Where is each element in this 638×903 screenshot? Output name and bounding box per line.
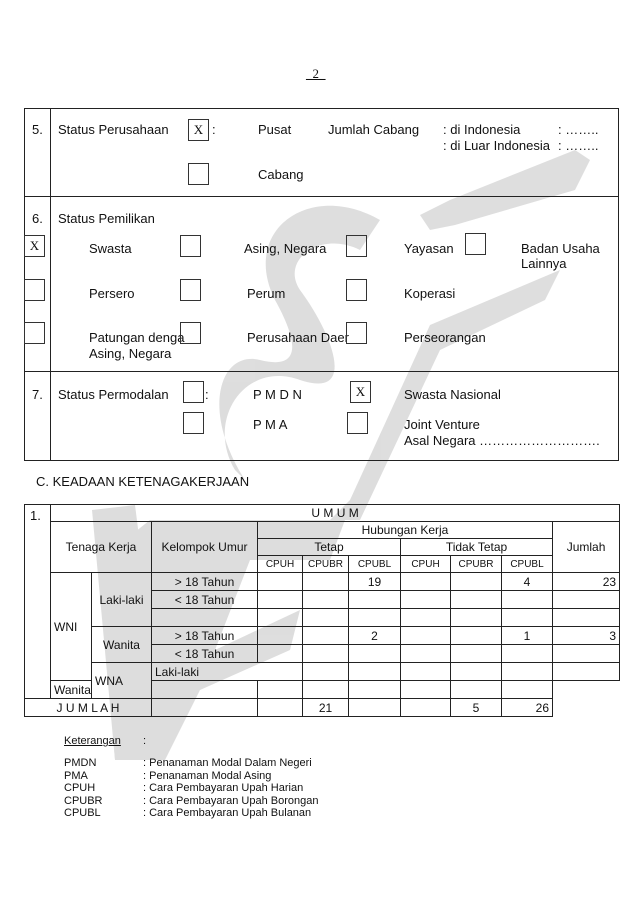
cell[interactable] (451, 681, 502, 699)
perum-label: Perum (247, 286, 286, 301)
sub-col-cpuh-tetap: CPUH (258, 556, 303, 573)
legend-abbr: CPUH (64, 782, 96, 794)
joint-venture-label: Joint Venture (404, 417, 480, 432)
cell[interactable] (502, 591, 553, 609)
cell[interactable] (451, 573, 502, 591)
cell[interactable]: 21 (303, 699, 349, 717)
cell-jumlah[interactable] (553, 609, 620, 627)
cell[interactable] (152, 699, 258, 717)
cell[interactable] (303, 663, 349, 681)
cell[interactable] (502, 663, 553, 681)
cell[interactable] (258, 699, 303, 717)
tenaga-kerja-header: Tenaga Kerja (51, 522, 152, 573)
form-num-divider (50, 108, 51, 461)
cell[interactable] (451, 609, 502, 627)
badan-usaha-label-1: Badan Usaha (521, 241, 600, 256)
cell[interactable]: 2 (349, 627, 401, 645)
age-group-label: < 18 Tahun (152, 591, 258, 609)
wna-label: WNA (92, 663, 152, 699)
cell[interactable] (258, 681, 303, 699)
cell-jumlah[interactable] (553, 591, 620, 609)
pmdn-checkbox[interactable] (183, 381, 204, 403)
table-row-jumlah (25, 699, 620, 717)
cell[interactable]: 19 (349, 573, 401, 591)
cell[interactable] (401, 573, 451, 591)
status-perusahaan-label: Status Perusahaan (58, 122, 169, 137)
wna-wanita-label: Wanita (51, 681, 152, 699)
cell[interactable]: 1 (502, 627, 553, 645)
umum-table (24, 504, 620, 717)
page-number: _2_ (306, 66, 326, 81)
cell-jumlah[interactable] (553, 645, 620, 663)
table-number: 1. (30, 508, 41, 523)
cell[interactable] (401, 663, 451, 681)
table-row (25, 627, 620, 645)
cell[interactable] (152, 681, 258, 699)
jumlah-row-label: J U M L A H (25, 699, 152, 717)
sub-col-cpubr-tidak-tetap: CPUBR (451, 556, 502, 573)
koperasi-label: Koperasi (404, 286, 456, 301)
colon: : (212, 122, 216, 137)
cell[interactable] (303, 591, 349, 609)
joint-venture-checkbox[interactable] (347, 412, 368, 434)
cell[interactable] (349, 591, 401, 609)
cell[interactable] (303, 627, 349, 645)
legend-desc: : Cara Pembayaran Upah Borongan (143, 795, 319, 807)
swasta-label: Swasta (89, 241, 132, 256)
sub-col-cpubl-tidak-tetap: CPUBL (502, 556, 553, 573)
cell[interactable] (258, 573, 303, 591)
jumlah-cabang-label: Jumlah Cabang (328, 122, 420, 137)
age-group-label: > 18 Tahun (152, 627, 258, 645)
cell[interactable] (303, 609, 349, 627)
cell[interactable] (349, 645, 401, 663)
cell[interactable] (349, 663, 401, 681)
section-6-number: 6. (32, 211, 43, 226)
wanita-label: Wanita (92, 627, 152, 663)
swasta-nasional-checkbox[interactable]: X (350, 381, 371, 403)
legend-desc: : Cara Pembayaran Upah Bulanan (143, 807, 312, 819)
age-group-label: < 18 Tahun (152, 645, 258, 663)
cell-jumlah[interactable]: 26 (502, 699, 553, 717)
sub-col-cpubr-tetap: CPUBR (303, 556, 349, 573)
asal-negara-label: Asal Negara ………………………. (404, 433, 600, 448)
jumlah-header: Jumlah (553, 522, 620, 573)
di-luar-indonesia-value: : …….. (558, 138, 599, 153)
di-indonesia-label: : di Indonesia (443, 122, 521, 137)
cell[interactable] (401, 699, 451, 717)
tetap-header: Tetap (258, 539, 401, 556)
cell[interactable] (451, 627, 502, 645)
colon: : (205, 387, 209, 402)
cell[interactable] (401, 591, 451, 609)
cell[interactable] (401, 627, 451, 645)
section-7-number: 7. (32, 387, 43, 402)
koperasi-checkbox[interactable] (346, 279, 367, 301)
section-5-number: 5. (32, 122, 43, 137)
perusahaan-daerah-checkbox[interactable] (180, 322, 201, 344)
cell-jumlah[interactable]: 23 (553, 573, 620, 591)
di-luar-indonesia-label: : di Luar Indonesia (443, 138, 550, 153)
patungan-label-2: Asing, Negara (89, 346, 172, 361)
cell[interactable] (258, 645, 303, 663)
cell[interactable]: 4 (502, 573, 553, 591)
asing-negara-checkbox[interactable] (180, 235, 201, 257)
persero-checkbox[interactable] (24, 279, 45, 301)
cell[interactable] (451, 591, 502, 609)
cell[interactable] (258, 627, 303, 645)
cell[interactable] (258, 591, 303, 609)
perseorangan-checkbox[interactable] (346, 322, 367, 344)
cell[interactable] (502, 609, 553, 627)
persero-label: Persero (89, 286, 135, 301)
cell[interactable] (303, 681, 349, 699)
legend-abbr: PMA (64, 770, 88, 782)
legend-desc: : Penanaman Modal Dalam Negeri (143, 757, 312, 769)
cell[interactable]: 5 (451, 699, 502, 717)
tidak-tetap-header: Tidak Tetap (401, 539, 553, 556)
perusahaan-daerah-label: Perusahaan Daer (247, 330, 349, 345)
cabang-checkbox[interactable] (188, 163, 209, 185)
legend-desc: : Penanaman Modal Asing (143, 770, 272, 782)
cell[interactable] (553, 663, 620, 681)
umum-header: U M U M (51, 505, 620, 522)
keterangan-colon: : (143, 735, 147, 747)
cell-jumlah[interactable]: 3 (553, 627, 620, 645)
pma-checkbox[interactable] (183, 412, 204, 434)
kelompok-umur-header: Kelompok Umur (152, 522, 258, 573)
cell[interactable] (401, 609, 451, 627)
cell[interactable] (451, 645, 502, 663)
wni-label: WNI (51, 573, 92, 681)
pma-label: P M A (253, 417, 288, 432)
laki-laki-label: Laki-laki (92, 573, 152, 627)
perseorangan-label: Perseorangan (404, 330, 486, 345)
age-group-label: > 18 Tahun (152, 573, 258, 591)
cell[interactable] (349, 681, 401, 699)
form-top-border (24, 108, 619, 109)
badan-usaha-checkbox[interactable] (465, 233, 486, 255)
badan-usaha-label-2: Lainnya (521, 256, 567, 271)
cell[interactable] (502, 645, 553, 663)
status-permodalan-label: Status Permodalan (58, 387, 169, 402)
patungan-label-1: Patungan denga (89, 330, 185, 345)
cell[interactable] (303, 645, 349, 663)
cell[interactable] (258, 609, 303, 627)
yayasan-checkbox-left[interactable] (346, 235, 367, 257)
cell[interactable] (303, 573, 349, 591)
cell[interactable] (451, 663, 502, 681)
swasta-nasional-label: Swasta Nasional (404, 387, 501, 402)
wna-laki-laki-label: Laki-laki (152, 663, 303, 681)
form-bottom-border (24, 460, 619, 461)
pusat-label: Pusat (258, 122, 292, 137)
cabang-label: Cabang (258, 167, 304, 182)
legend-abbr: CPUBR (64, 795, 103, 807)
pusat-checkbox[interactable]: X (188, 119, 209, 141)
yayasan-label: Yayasan (404, 241, 454, 256)
legend-desc: : Cara Pembayaran Upah Harian (143, 782, 304, 794)
patungan-checkbox[interactable] (24, 322, 45, 344)
form-divider-5-6 (24, 196, 619, 197)
pmdn-label: P M D N (253, 387, 302, 402)
sub-col-cpuh-tidak-tetap: CPUH (401, 556, 451, 573)
legend-abbr: PMDN (64, 757, 97, 769)
form-divider-6-7 (24, 371, 619, 372)
cell[interactable] (401, 681, 451, 699)
cell-jumlah[interactable] (502, 681, 553, 699)
perum-checkbox[interactable] (180, 279, 201, 301)
keterangan-title: Keterangan (64, 735, 121, 747)
legend-abbr: CPUBL (64, 807, 101, 819)
status-pemilikan-label: Status Pemilikan (58, 211, 155, 226)
cell[interactable] (349, 699, 401, 717)
asing-negara-label: Asing, Negara (244, 241, 327, 256)
hubungan-kerja-header: Hubungan Kerja (258, 522, 553, 539)
di-indonesia-value: : …….. (558, 122, 599, 137)
swasta-checkbox[interactable]: X (24, 235, 45, 257)
section-c-title: C. KEADAAN KETENAGAKERJAAN (36, 474, 250, 489)
table-row (25, 663, 620, 681)
sub-col-cpubl-tetap: CPUBL (349, 556, 401, 573)
form-right-border (618, 108, 619, 461)
cell[interactable] (152, 609, 258, 627)
cell[interactable] (401, 645, 451, 663)
cell[interactable] (349, 609, 401, 627)
table-row (25, 573, 620, 591)
